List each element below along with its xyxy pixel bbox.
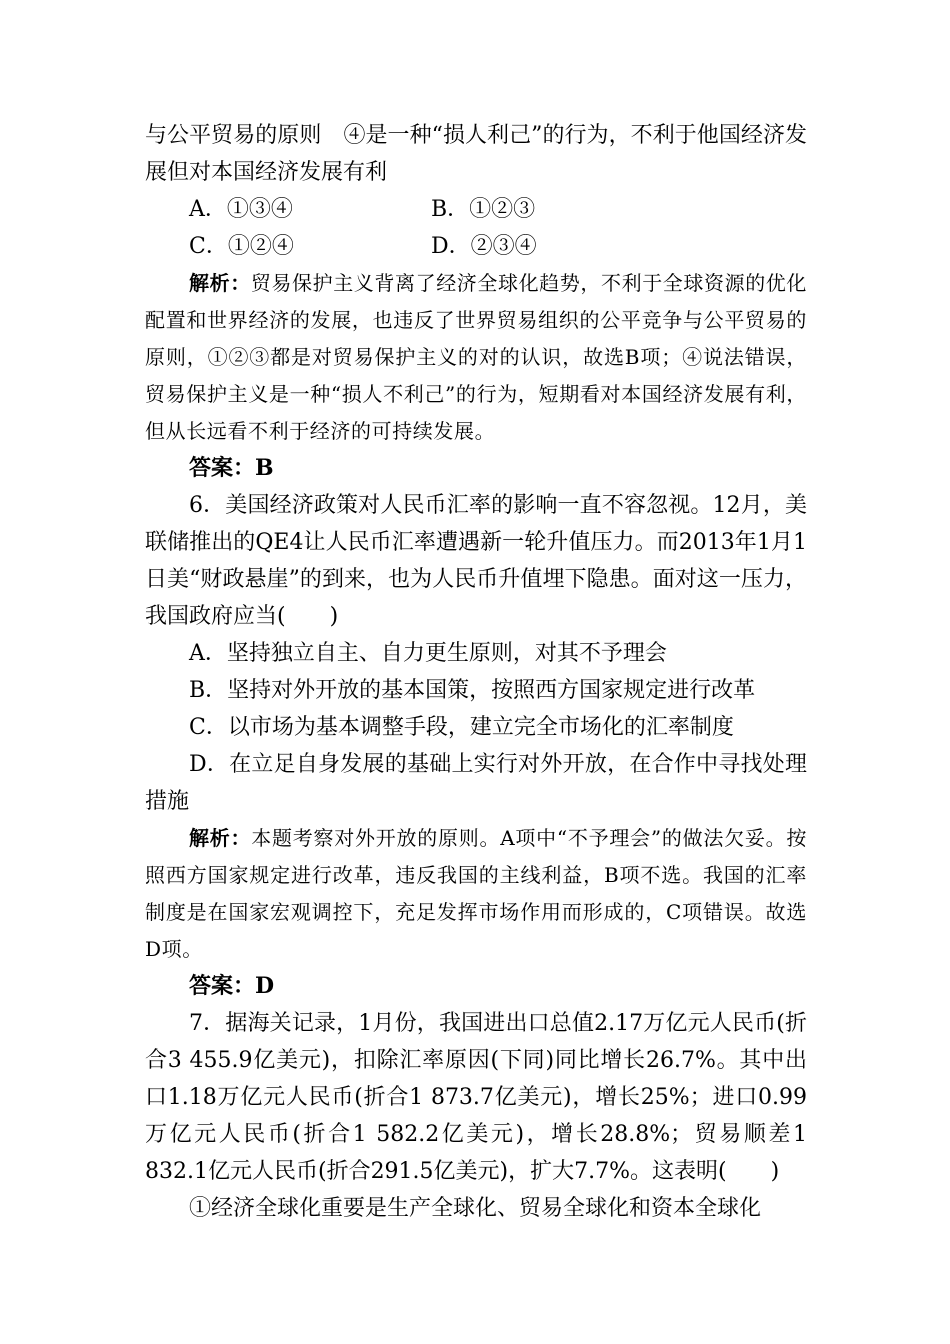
- q5-analysis-text: 贸易保护主义背离了经济全球化趋势，不利于全球资源的优化配置和世界经济的发展，也违反了世界贸易组织的公平竞争与公平贸易的原则，①②③都是对贸易保护主义的对的认识，故选B项；④说法错误，贸易保护主义是一种“损人不利己”的行为，短期看对本国经济发展有利，但从长远看不利于经济的可持续发展。: [145, 271, 808, 443]
- q5-option-c: C．①②④: [189, 234, 294, 259]
- q5-option-a: A．①③④: [189, 197, 293, 222]
- q6-analysis-label: 解析：: [189, 826, 252, 850]
- q5-option-b: B．①②③: [431, 197, 536, 222]
- q6-option-c: C．以市场为基本调整手段，建立完全市场化的汇率制度: [189, 715, 734, 740]
- q6-stem: 6．美国经济政策对人民币汇率的影响一直不容忽视。12月，美联储推出的QE4让人民币汇率遭遇新一轮升值压力。而2013年1月1日美“财政悬崖”的到来，也为人民币升值埋下隐患。面对这一压力，我国政府应当( ): [145, 493, 807, 629]
- q5-option-d: D．②③④: [431, 234, 537, 259]
- q5-analysis: [145, 265, 807, 450]
- q6-analysis-text: 本题考察对外开放的原则。A项中“不予理会”的做法欠妥。按照西方国家规定进行改革，违反我国的主线利益，B项不选。我国的汇率制度是在国家宏观调控下，充足发挥市场作用而形成的，C项错误。故选D项。: [145, 826, 807, 961]
- q5-stem-tail: 与公平贸易的原则 ④是一种“损人利己”的行为，不利于他国经济发展但对本国经济发展有利: [145, 123, 807, 185]
- document-body: [145, 117, 807, 1227]
- q5-options-row-2: [145, 228, 807, 265]
- q5-analysis-label: 解析：: [189, 271, 251, 295]
- q6-answer: 答案：D: [189, 973, 275, 999]
- q6-option-b: B．坚持对外开放的基本国策，按照西方国家规定进行改革: [189, 678, 756, 703]
- q6-analysis: [145, 820, 807, 968]
- q6-option-a: A．坚持独立自主、自力更生原则，对其不予理会: [189, 641, 667, 666]
- q7-stem: 7．据海关记录，1月份，我国进出口总值2.17万亿元人民币(折合3 455.9亿美元)，扣除汇率原因(下同)同比增长26.7%。其中出口1.18万亿元人民币(折合1 873.7亿美元)，增长25%；进口0.99万亿元人民币(折合1 582.2亿美元)，增长28.8%；贸易顺差1 832.1亿元人民币(折合291.5亿美元)，扩大7.7%。这表明( ): [145, 1011, 807, 1184]
- q7-item-1: ①经济全球化重要是生产全球化、贸易全球化和资本全球化: [189, 1196, 762, 1221]
- q5-options-row-1: [145, 191, 807, 228]
- q6-option-d: D．在立足自身发展的基础上实行对外开放，在合作中寻找处理措施: [145, 752, 807, 814]
- q5-answer: 答案：B: [189, 455, 274, 481]
